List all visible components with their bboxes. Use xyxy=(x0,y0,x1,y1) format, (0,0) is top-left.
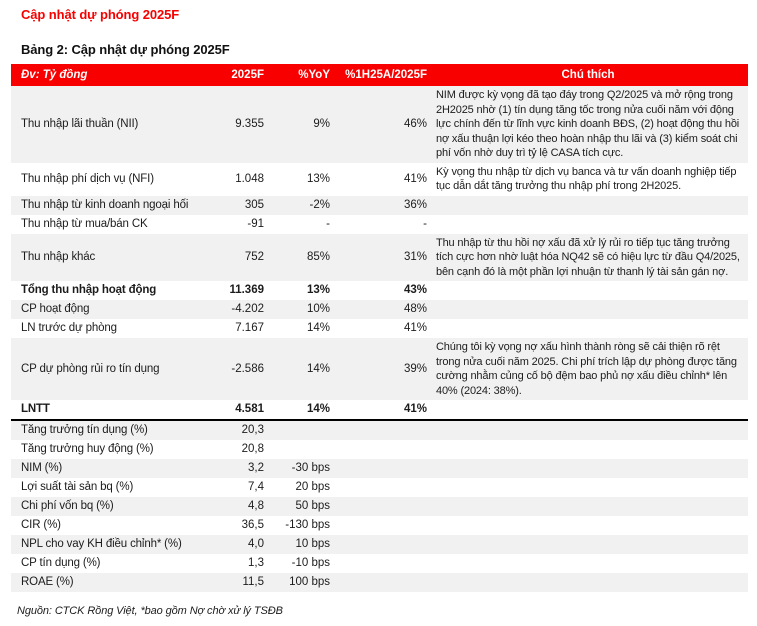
row-label: CIR (%) xyxy=(21,519,61,531)
row-2025f: 4,8 xyxy=(248,500,264,512)
header-yoy: %YoY xyxy=(265,64,331,86)
row-h1-ratio: 31% xyxy=(403,250,427,263)
row-note xyxy=(428,196,748,215)
row-2025f: 4.581 xyxy=(201,400,265,420)
row-yoy: 14% xyxy=(306,362,330,375)
row-h1-ratio: 41% xyxy=(403,322,427,334)
row-note xyxy=(428,535,748,554)
row-label: Tổng thu nhập hoạt động xyxy=(21,284,157,296)
row-note xyxy=(428,440,748,459)
row-yoy xyxy=(265,440,331,459)
table-row xyxy=(11,281,748,300)
row-yoy: 10 bps xyxy=(295,538,330,550)
header-h1-ratio: %1H25A/2025F xyxy=(331,64,428,86)
table-row xyxy=(11,554,748,573)
row-label: Tăng trưởng tín dụng (%) xyxy=(21,424,148,436)
row-label: Chi phí vốn bq (%) xyxy=(21,500,114,512)
table-row xyxy=(11,215,748,234)
row-label: Thu nhập từ mua/bán CK xyxy=(21,217,148,230)
row-note xyxy=(428,319,748,338)
row-note xyxy=(428,554,748,573)
row-label: CP tín dụng (%) xyxy=(21,557,101,569)
row-h1-ratio xyxy=(331,420,428,440)
row-yoy: 10% xyxy=(306,303,330,315)
row-2025f: -4.202 xyxy=(231,303,264,315)
table-row xyxy=(11,319,748,338)
row-yoy: 20 bps xyxy=(295,481,330,493)
row-yoy: - xyxy=(326,217,330,230)
row-label: Thu nhập từ kinh doanh ngoại hối xyxy=(21,198,189,211)
row-2025f: 3,2 xyxy=(248,462,264,474)
row-h1-ratio: 41% xyxy=(403,172,427,185)
row-2025f: 1.048 xyxy=(235,172,264,185)
row-h1-ratio: 39% xyxy=(403,362,427,375)
row-label: NIM (%) xyxy=(21,462,63,474)
row-h1-ratio xyxy=(331,440,428,459)
row-label: Lợi suất tài sản bq (%) xyxy=(21,481,134,493)
row-h1-ratio: 48% xyxy=(403,303,427,315)
row-2025f: 36,5 xyxy=(241,519,264,531)
source-footnote: Nguồn: CTCK Rồng Việt, *bao gồm Nợ chờ xử lý TSĐB xyxy=(17,605,283,617)
row-label: ROAE (%) xyxy=(21,576,74,588)
row-note: Kỳ vọng thu nhập từ dịch vụ banca và tư vấn doanh nghiệp tiếp tục dẫn dắt tăng trưởng thu nhập phí trong 2H2025. xyxy=(436,165,737,192)
row-yoy: 85% xyxy=(306,250,330,263)
row-2025f: 20,3 xyxy=(241,424,264,436)
row-label: Tăng trưởng huy động (%) xyxy=(21,443,154,455)
header-unit: Đv: Tỷ đồng xyxy=(11,64,201,86)
row-yoy: -10 bps xyxy=(291,557,330,569)
row-note xyxy=(428,215,748,234)
row-2025f: -2.586 xyxy=(231,362,264,375)
table-header-row xyxy=(11,64,748,86)
row-label: Thu nhập phí dịch vụ (NFI) xyxy=(21,172,154,185)
table-row xyxy=(11,163,748,196)
row-2025f: 4,0 xyxy=(248,538,264,550)
table-row xyxy=(11,497,748,516)
row-2025f: 7.167 xyxy=(235,322,264,334)
header-note: Chú thích xyxy=(428,64,748,86)
row-label: CP dự phòng rủi ro tín dụng xyxy=(21,362,160,375)
row-label: NPL cho vay KH điều chỉnh* (%) xyxy=(21,538,182,550)
row-note xyxy=(428,300,748,319)
row-2025f: 752 xyxy=(244,250,264,263)
row-h1-ratio: 46% xyxy=(403,117,427,130)
row-note xyxy=(428,459,748,478)
row-note xyxy=(428,573,748,592)
row-h1-ratio: - xyxy=(423,217,427,230)
table-row xyxy=(11,400,748,420)
row-h1-ratio xyxy=(331,516,428,535)
row-yoy xyxy=(265,420,331,440)
row-2025f: 7,4 xyxy=(248,481,264,493)
row-yoy: -2% xyxy=(309,198,330,211)
table-body xyxy=(11,86,748,592)
row-h1-ratio xyxy=(331,497,428,516)
row-note xyxy=(428,400,748,420)
row-yoy: 14% xyxy=(306,322,330,334)
row-note xyxy=(428,497,748,516)
row-note xyxy=(428,516,748,535)
forecast-table xyxy=(11,64,748,592)
page-title: Cập nhật dự phóng 2025F xyxy=(21,7,180,22)
table-row xyxy=(11,459,748,478)
row-note xyxy=(428,281,748,300)
row-h1-ratio: 41% xyxy=(331,400,428,420)
row-label: LNTT xyxy=(11,400,201,420)
row-label: LN trước dự phòng xyxy=(21,322,117,334)
row-h1-ratio xyxy=(331,478,428,497)
row-label: Thu nhập khác xyxy=(21,250,96,263)
table-row xyxy=(11,478,748,497)
row-h1-ratio: 43% xyxy=(403,284,427,296)
table-row xyxy=(11,86,748,163)
row-yoy: 13% xyxy=(306,172,330,185)
row-2025f: 305 xyxy=(244,198,264,211)
row-label: CP hoạt động xyxy=(21,303,90,315)
table-row xyxy=(11,573,748,592)
table-row xyxy=(11,535,748,554)
row-2025f: 1,3 xyxy=(248,557,264,569)
row-note xyxy=(428,420,748,440)
row-h1-ratio xyxy=(331,573,428,592)
table-row xyxy=(11,300,748,319)
table-row xyxy=(11,440,748,459)
table-row xyxy=(11,196,748,215)
row-note: Thu nhập từ thu hồi nợ xấu đã xử lý rủi ro tiếp tục tăng trưởng tích cực hơn nhờ luật hóa NQ42 sẽ có hiệu lực từ đầu Q4/2025, bên cạnh đó là một phần lợi nhuận từ thanh lý tài sản gán nợ. xyxy=(436,236,740,278)
row-yoy: 13% xyxy=(306,284,330,296)
header-2025f: 2025F xyxy=(201,64,265,86)
row-2025f: 11.369 xyxy=(229,284,264,296)
row-note xyxy=(428,478,748,497)
row-h1-ratio xyxy=(331,535,428,554)
row-note: NIM được kỳ vọng đã tạo đáy trong Q2/2025 và mở rộng trong 2H2025 nhờ (1) tín dụng tăng tốc trong nửa cuối năm với động lực chính đến từ lĩnh vực kinh doanh BĐS, (2) hoạt động thu hồi nợ xấu thuận lợi kéo theo hoàn nhập thu lãi và (3) kiểm soát chi phí vốn nhờ duy trì tỷ lệ CASA tích cực. xyxy=(436,89,740,159)
row-yoy: 50 bps xyxy=(295,500,330,512)
table-row xyxy=(11,516,748,535)
row-label: Thu nhập lãi thuần (NII) xyxy=(21,117,139,130)
row-yoy: 9% xyxy=(313,117,330,130)
row-2025f: -91 xyxy=(247,217,264,230)
table-row xyxy=(11,234,748,282)
row-note: Chúng tôi kỳ vọng nợ xấu hình thành ròng sẽ cải thiện rõ rệt trong nửa cuối năm 2025. Chi phí trích lập dự phòng được tăng cường nhằm củng cố bộ đệm bao phủ nợ xấu điều chỉnh* lên 40% (2024: 38%). xyxy=(436,341,737,397)
table-row xyxy=(11,338,748,400)
row-h1-ratio xyxy=(331,459,428,478)
row-yoy: 100 bps xyxy=(289,576,330,588)
row-yoy: 14% xyxy=(265,400,331,420)
row-h1-ratio xyxy=(331,554,428,573)
row-yoy: -130 bps xyxy=(285,519,330,531)
row-h1-ratio: 36% xyxy=(403,198,427,211)
table-caption: Bảng 2: Cập nhật dự phóng 2025F xyxy=(21,42,230,57)
row-2025f: 11,5 xyxy=(242,576,264,588)
row-2025f: 9.355 xyxy=(235,117,264,130)
row-yoy: -30 bps xyxy=(291,462,330,474)
table-row xyxy=(11,420,748,440)
row-2025f: 20,8 xyxy=(241,443,264,455)
